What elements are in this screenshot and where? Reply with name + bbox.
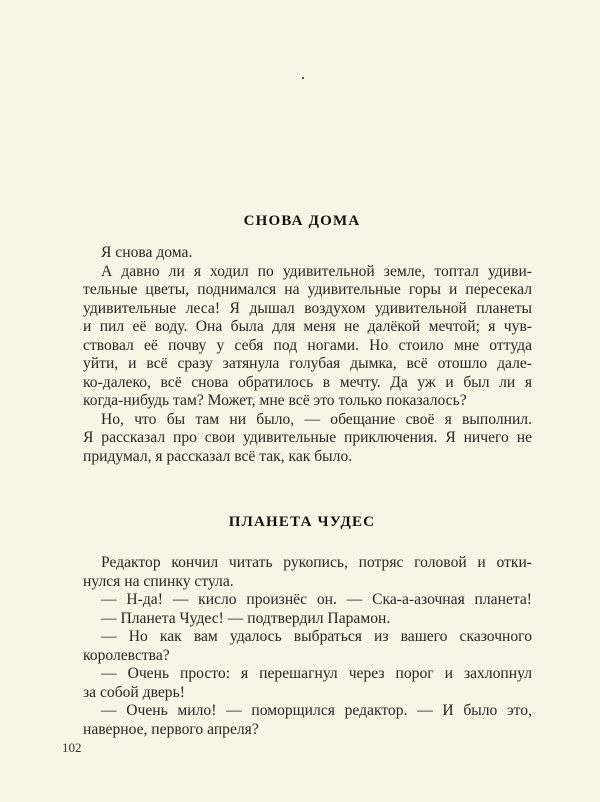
text-line: А давно ли я ходил по удивительной земле, топтал удиви-: [101, 262, 532, 280]
chapter-title-snova-doma: СНОВА ДОМА: [243, 213, 361, 229]
text-line: — Очень мило! — поморщился редактор. — И было это,: [101, 702, 532, 719]
text-line: за собой дверь!: [83, 683, 185, 701]
text-line: — Но как вам удалось выбраться из вашего сказочного: [101, 628, 532, 645]
text-line: Я снова дома.: [101, 244, 193, 261]
text-line: нулся на спинку стула.: [83, 572, 234, 590]
text-line: Я рассказал про свои удивительные приключения. Я ничего не: [83, 429, 532, 446]
text-line: — Очень просто: я перешагнул через порог и захлопнул: [101, 665, 532, 682]
page-number: 102: [62, 740, 82, 755]
text-line: королевства?: [83, 646, 170, 664]
text-line: удивительные леса! Я дышал воздухом удивительной планеты: [83, 299, 532, 317]
text-line: Но, что бы там ни было, — обещание своё я выполнил.: [101, 410, 532, 428]
text-line: тельные цветы, поднимался на удивительные горы и пересекал: [83, 281, 532, 298]
text-line: когда-нибудь там? Может, мне всё это только показалось?: [83, 392, 467, 409]
text-line: придумал, я рассказал всё так, как было.: [83, 447, 353, 465]
text-line: — Н-да! — кисло произнёс он. — Ска-а-азочная планета!: [101, 591, 532, 608]
text-line: ко-далеко, всё снова обратилось в мечту. Да уж и был ли я: [83, 373, 532, 391]
text-line: наверное, первого апреля?: [83, 720, 259, 738]
chapter-text-snova-doma: [83, 244, 532, 466]
text-line: — Планета Чудес! — подтвердил Парамон.: [101, 609, 391, 627]
text-line: ствовал её почву у себя под ногами. Но стоило мне оттуда: [83, 336, 532, 354]
chapter-text-planeta-chudes: [83, 554, 532, 739]
print-speck: [302, 77, 304, 79]
text-line: и пил её воду. Она была для меня не далёкой мечтой; я чув-: [83, 318, 532, 335]
chapter-title-planeta-chudes: ПЛАНЕТА ЧУДЕС: [228, 514, 376, 530]
text-line: Редактор кончил читать рукопись, потряс головой и отки-: [101, 554, 532, 571]
text-line: уйти, и всё сразу затянула голубая дымка, всё отошло дале-: [83, 355, 532, 372]
